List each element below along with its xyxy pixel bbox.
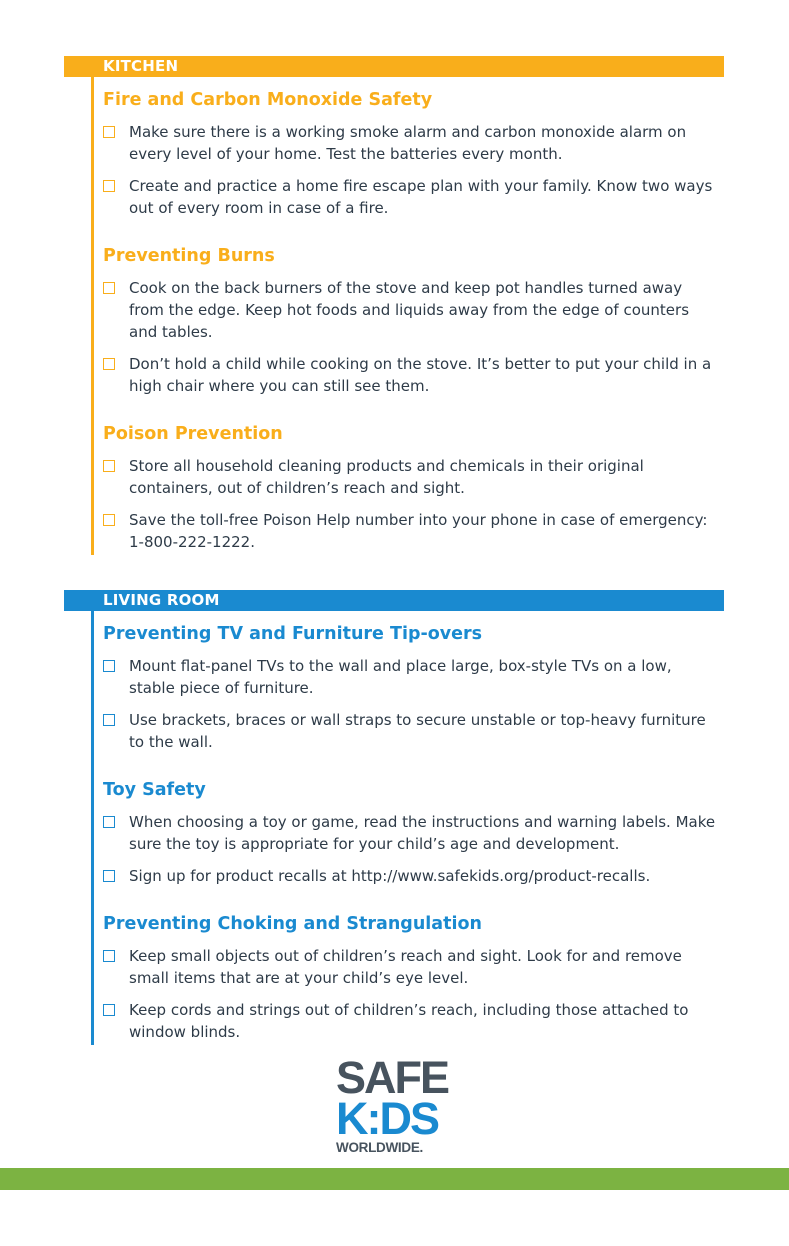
checklist	[103, 121, 721, 219]
checklist-item-text: Keep small objects out of children’s reach and sight. Look for and remove small items that are at your child’s eye level.	[129, 947, 682, 987]
checklist-item	[103, 865, 721, 887]
checklist-item	[103, 353, 721, 397]
checklist	[103, 811, 721, 887]
checklist-item	[103, 999, 721, 1043]
checklist-item-text: Sign up for product recalls at http://www.safekids.org/product-recalls.	[129, 867, 651, 885]
checklist-group	[103, 243, 721, 397]
checklist-item	[103, 121, 721, 165]
group-heading: Toy Safety	[103, 780, 206, 800]
group-heading: Preventing Choking and Strangulation	[103, 914, 482, 934]
checklist-group	[103, 87, 721, 219]
group-heading: Preventing Burns	[103, 246, 275, 266]
checklist-item	[103, 455, 721, 499]
checklist-item-text: Use brackets, braces or wall straps to secure unstable or top-heavy furniture to the wall.	[129, 711, 706, 751]
checklist-item-text: Cook on the back burners of the stove and keep pot handles turned away from the edge. Keep hot foods and liquids away from the edge of counters and tables.	[129, 279, 690, 341]
checkbox-icon[interactable]	[103, 950, 115, 962]
checklist-item-text: Create and practice a home fire escape plan with your family. Know two ways out of every room in case of a fire.	[129, 177, 713, 217]
logo-worldwide: WORLDWIDE.	[336, 1140, 423, 1155]
checklist-item-text: When choosing a toy or game, read the instructions and warning labels. Make sure the toy is appropriate for your child’s age and development.	[129, 813, 716, 853]
checkbox-icon[interactable]	[103, 870, 115, 882]
checkbox-icon[interactable]	[103, 660, 115, 672]
checklist-item-text: Keep cords and strings out of children’s reach, including those attached to window blinds.	[129, 1001, 689, 1041]
checklist-group	[103, 911, 721, 1043]
checklist-group	[103, 777, 721, 887]
living-room-header: LIVING ROOM	[64, 590, 724, 611]
kitchen-section	[91, 77, 721, 555]
checklist-item-text: Save the toll-free Poison Help number into your phone in case of emergency: 1-800-222-1222.	[129, 511, 708, 551]
group-heading: Fire and Carbon Monoxide Safety	[103, 90, 433, 110]
checkbox-icon[interactable]	[103, 180, 115, 192]
checklist-group	[103, 621, 721, 753]
checklist	[103, 945, 721, 1043]
checklist-item	[103, 655, 721, 699]
checkbox-icon[interactable]	[103, 282, 115, 294]
checkbox-icon[interactable]	[103, 514, 115, 526]
checkbox-icon[interactable]	[103, 460, 115, 472]
logo-safe: SAFE	[336, 1052, 449, 1103]
checklist-item	[103, 509, 721, 553]
group-heading: Poison Prevention	[103, 424, 283, 444]
checklist-item-text: Don’t hold a child while cooking on the stove. It’s better to put your child in a high chair where you can still see them.	[129, 355, 712, 395]
checklist-group	[103, 421, 721, 553]
checklist-item-text: Store all household cleaning products and chemicals in their original containers, out of children’s reach and sight.	[129, 457, 644, 497]
safe-kids-logo	[336, 1052, 456, 1156]
checkbox-icon[interactable]	[103, 816, 115, 828]
checklist-item	[103, 277, 721, 343]
checklist-item	[103, 175, 721, 219]
footer-band	[0, 1168, 789, 1190]
kitchen-header: KITCHEN	[64, 56, 724, 77]
checklist	[103, 277, 721, 397]
checkbox-icon[interactable]	[103, 358, 115, 370]
checklist-item-text: Make sure there is a working smoke alarm and carbon monoxide alarm on every level of your home. Test the batteries every month.	[129, 123, 687, 163]
checklist-item	[103, 811, 721, 855]
checklist-item	[103, 709, 721, 753]
checklist	[103, 655, 721, 753]
checklist-item-text: Mount flat-panel TVs to the wall and place large, box-style TVs on a low, stable piece of furniture.	[129, 657, 672, 697]
checkbox-icon[interactable]	[103, 714, 115, 726]
checklist	[103, 455, 721, 553]
checkbox-icon[interactable]	[103, 1004, 115, 1016]
checklist-item	[103, 945, 721, 989]
logo-kids: K:DS	[336, 1093, 438, 1144]
living-room-section	[91, 611, 721, 1045]
group-heading: Preventing TV and Furniture Tip-overs	[103, 624, 483, 644]
checkbox-icon[interactable]	[103, 126, 115, 138]
